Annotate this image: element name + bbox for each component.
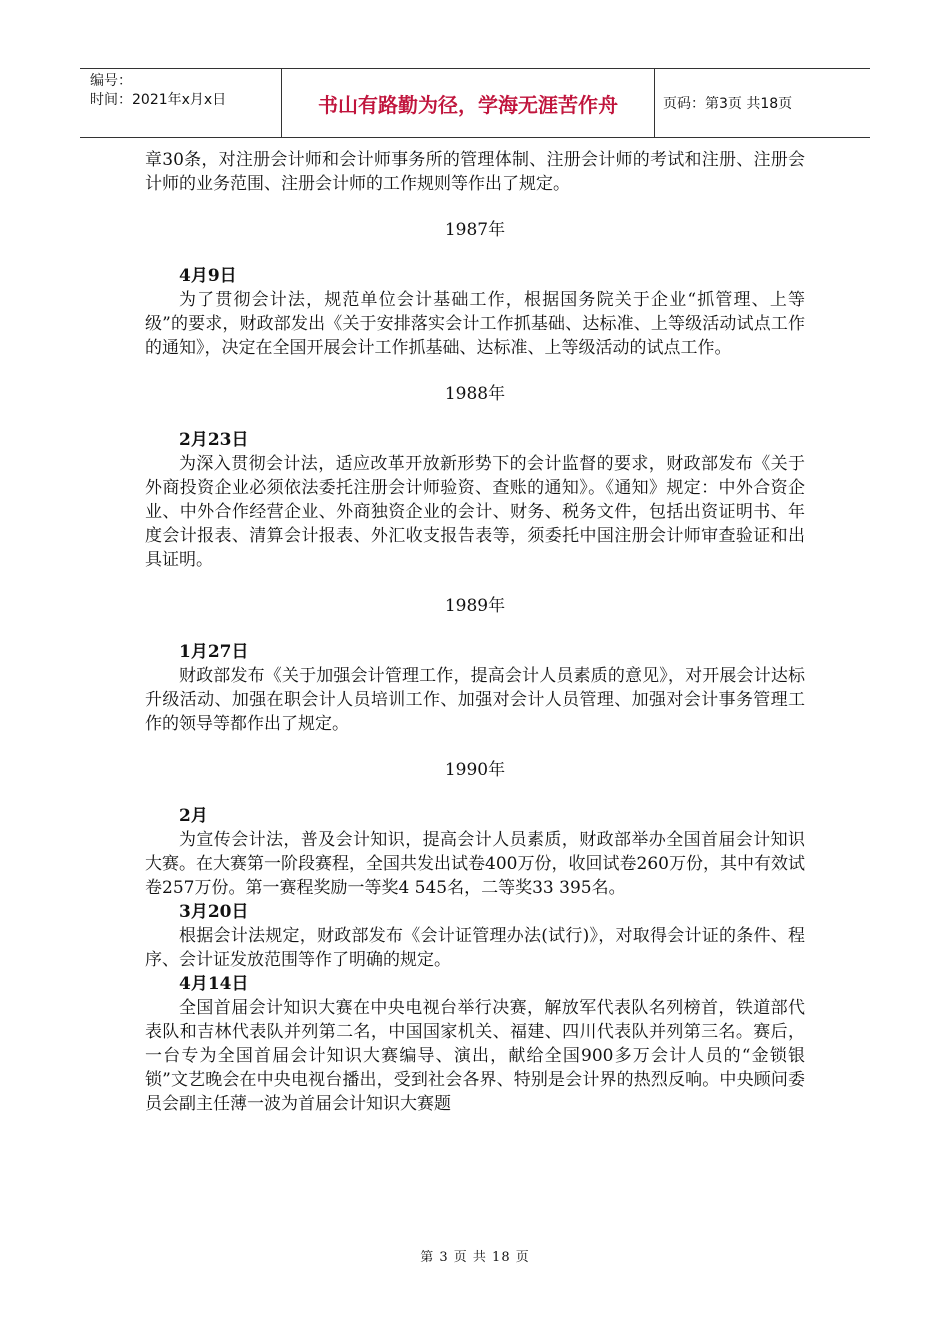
entry-text: 财政部发布《关于加强会计管理工作，提高会计人员素质的意见》，对开展会计达标升级活动、加强在职会计人员培训工作、加强对会计人员管理、加强对会计事务管理工作的领导等都作出了规定。 xyxy=(145,666,805,734)
year-heading: 1988年 xyxy=(444,384,506,404)
year-section-1988 xyxy=(145,382,805,572)
document-time-label: 时间：2021年x月x日 xyxy=(90,92,227,108)
header-motto: 书山有路勤为径，学海无涯苦作舟 xyxy=(282,69,655,137)
year-section-1990 xyxy=(145,758,805,1116)
year-section-1987 xyxy=(145,218,805,360)
header-meta xyxy=(80,69,282,137)
year-heading: 1989年 xyxy=(444,596,506,616)
document-body xyxy=(145,148,805,1116)
entry-date: 4月9日 xyxy=(179,266,237,286)
entry-text: 根据会计法规定，财政部发布《会计证管理办法(试行)》，对取得会计证的条件、程序、会计证发放范围等作了明确的规定。 xyxy=(145,926,805,970)
entry-date: 4月14日 xyxy=(179,974,249,994)
page-header xyxy=(80,68,870,138)
year-section-1989 xyxy=(145,594,805,736)
entry-date: 2月23日 xyxy=(179,430,249,450)
year-heading: 1987年 xyxy=(444,220,506,240)
entry-text: 为了贯彻会计法，规范单位会计基础工作，根据国务院关于企业“抓管理、上等级”的要求，财政部发出《关于安排落实会计工作抓基础、达标准、上等级活动试点工作的通知》，决定在全国开展会计工作抓基础、达标准、上等级活动的试点工作。 xyxy=(145,290,805,358)
intro-paragraph: 章30条，对注册会计师和会计师事务所的管理体制、注册会计师的考试和注册、注册会计师的业务范围、注册会计师的工作规则等作出了规定。 xyxy=(145,150,805,194)
entry-text: 为宣传会计法，普及会计知识，提高会计人员素质，财政部举办全国首届会计知识大赛。在大赛第一阶段赛程，全国共发出试卷400万份，收回试卷260万份，其中有效试卷257万份。第一赛程奖励一等奖4 545名，二等奖33 395名。 xyxy=(145,830,805,898)
page-footer: 第 3 页 共 18 页 xyxy=(420,1250,530,1265)
entry-date: 2月 xyxy=(179,806,208,826)
entry-date: 3月20日 xyxy=(179,902,249,922)
entry-date: 1月27日 xyxy=(179,642,249,662)
year-heading: 1990年 xyxy=(444,760,506,780)
document-number-label: 编号： xyxy=(90,73,132,89)
entry-text: 全国首届会计知识大赛在中央电视台举行决赛，解放军代表队名列榜首，铁道部代表队和吉林代表队并列第二名，中国国家机关、福建、四川代表队并列第三名。赛后，一台专为全国首届会计知识大赛编导、演出，献给全国900多万会计人员的“金锁银锁”文艺晚会在中央电视台播出，受到社会各界、特别是会计界的热烈反响。中央顾问委员会副主任薄一波为首届会计知识大赛题 xyxy=(145,998,805,1114)
entry-text: 为深入贯彻会计法，适应改革开放新形势下的会计监督的要求，财政部发布《关于外商投资企业必须依法委托注册会计师验资、查账的通知》。《通知》规定：中外合资企业、中外合作经营企业、外商独资企业的会计、财务、税务文件，包括出资证明书、年度会计报表、清算会计报表、外汇收支报告表等，须委托中国注册会计师审查验证和出具证明。 xyxy=(145,454,805,570)
header-page-number: 页码：第3页 共18页 xyxy=(663,96,793,112)
